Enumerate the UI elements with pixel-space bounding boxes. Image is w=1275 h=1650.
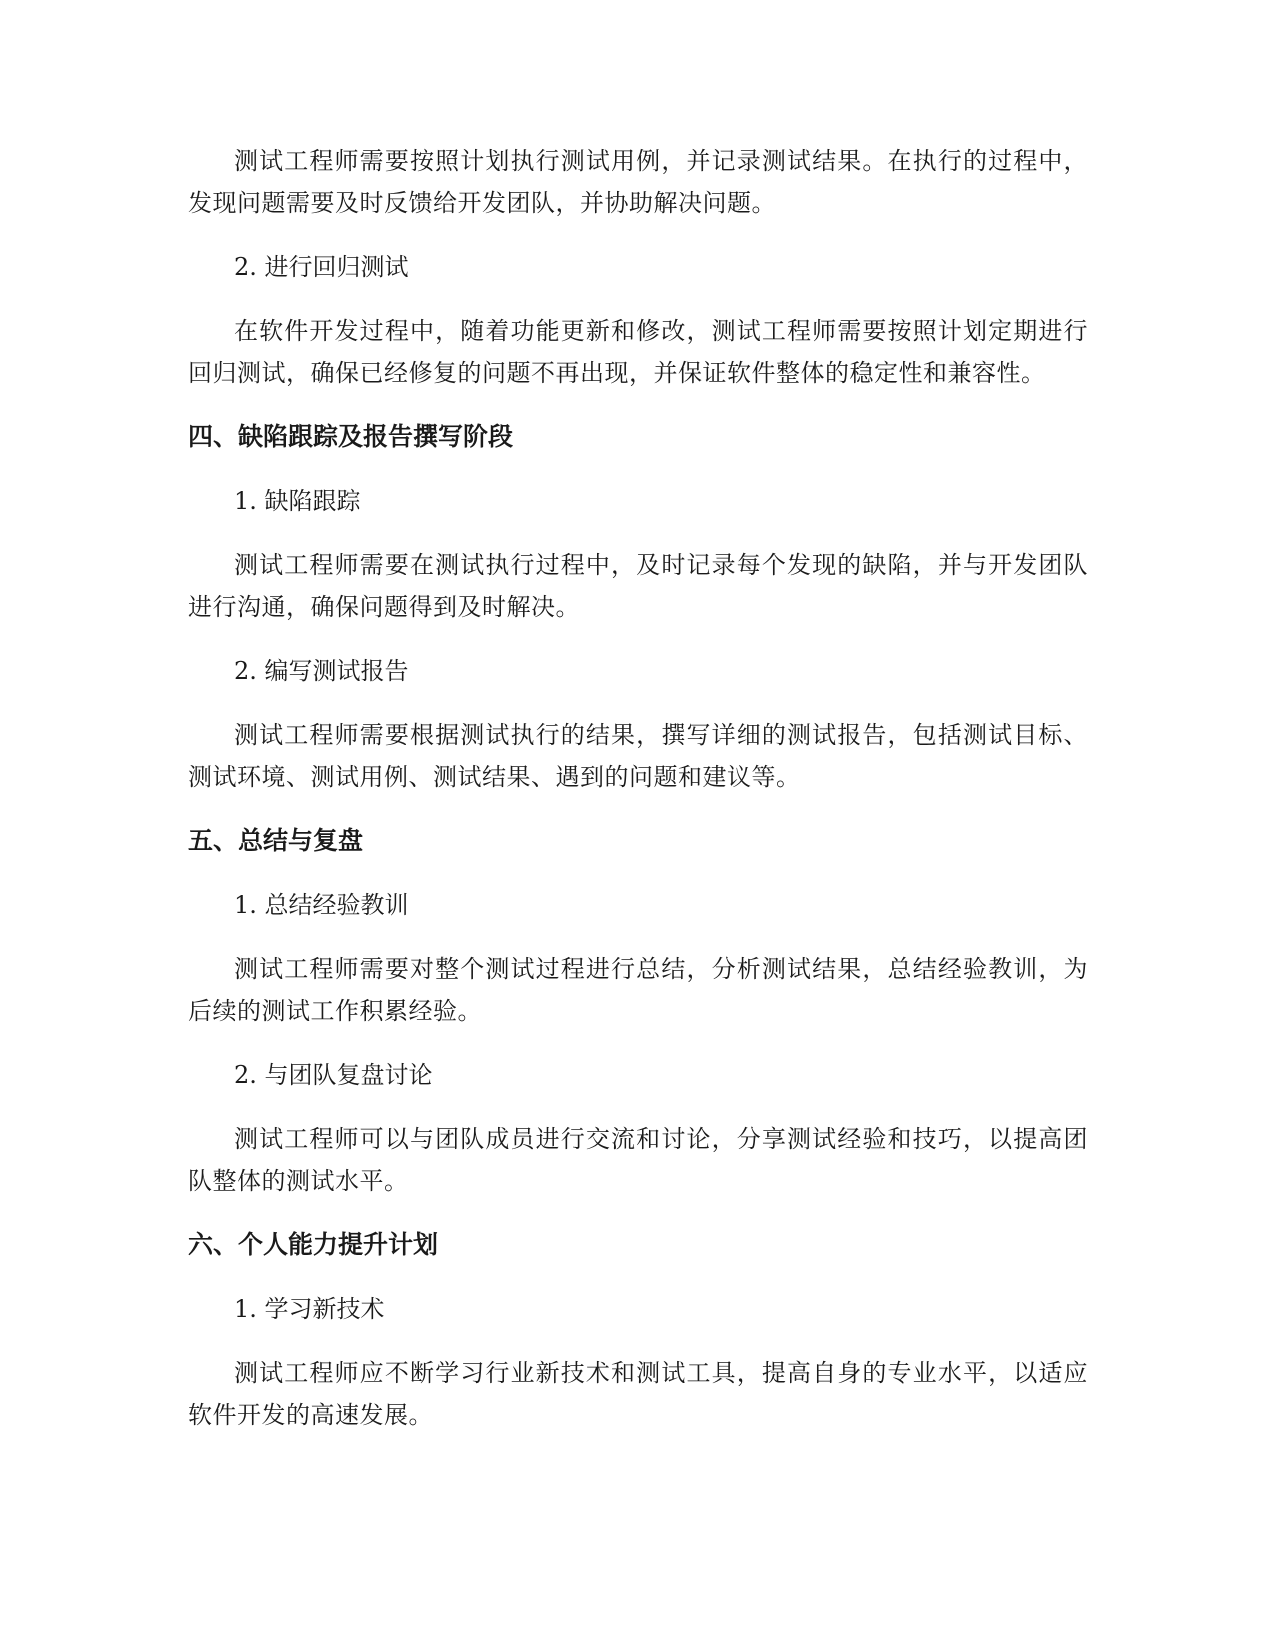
document-body [188,140,1088,1458]
paragraph-execute-tests: 测试工程师需要按照计划执行测试用例，并记录测试结果。在执行的过程中，发现问题需要及时反馈给开发团队，并协助解决问题。 [188,147,1088,217]
subheading-regression-testing: 2. 进行回归测试 [234,253,409,281]
paragraph-regression-testing: 在软件开发过程中，随着功能更新和修改，测试工程师需要按照计划定期进行回归测试，确保已经修复的问题不再出现，并保证软件整体的稳定性和兼容性。 [188,317,1088,387]
paragraph-lessons-learned: 测试工程师需要对整个测试过程进行总结，分析测试结果，总结经验教训，为后续的测试工作积累经验。 [188,955,1088,1025]
subheading-defect-tracking: 1. 缺陷跟踪 [234,487,361,515]
section-heading-personal-improvement: 六、个人能力提升计划 [188,1230,439,1259]
subheading-learn-new-tech: 1. 学习新技术 [234,1295,385,1323]
section-heading-summary-review: 五、总结与复盘 [188,826,364,855]
paragraph-learn-new-tech: 测试工程师应不断学习行业新技术和测试工具，提高自身的专业水平，以适应软件开发的高速发展。 [188,1359,1088,1429]
paragraph-defect-tracking: 测试工程师需要在测试执行过程中，及时记录每个发现的缺陷，并与开发团队进行沟通，确保问题得到及时解决。 [188,551,1088,621]
subheading-team-review: 2. 与团队复盘讨论 [234,1061,433,1089]
subheading-test-report: 2. 编写测试报告 [234,657,409,685]
paragraph-team-review: 测试工程师可以与团队成员进行交流和讨论，分享测试经验和技巧，以提高团队整体的测试水平。 [188,1125,1088,1195]
paragraph-test-report: 测试工程师需要根据测试执行的结果，撰写详细的测试报告，包括测试目标、测试环境、测试用例、测试结果、遇到的问题和建议等。 [188,721,1088,791]
section-heading-defect-tracking: 四、缺陷跟踪及报告撰写阶段 [188,422,514,451]
subheading-lessons-learned: 1. 总结经验教训 [234,891,409,919]
